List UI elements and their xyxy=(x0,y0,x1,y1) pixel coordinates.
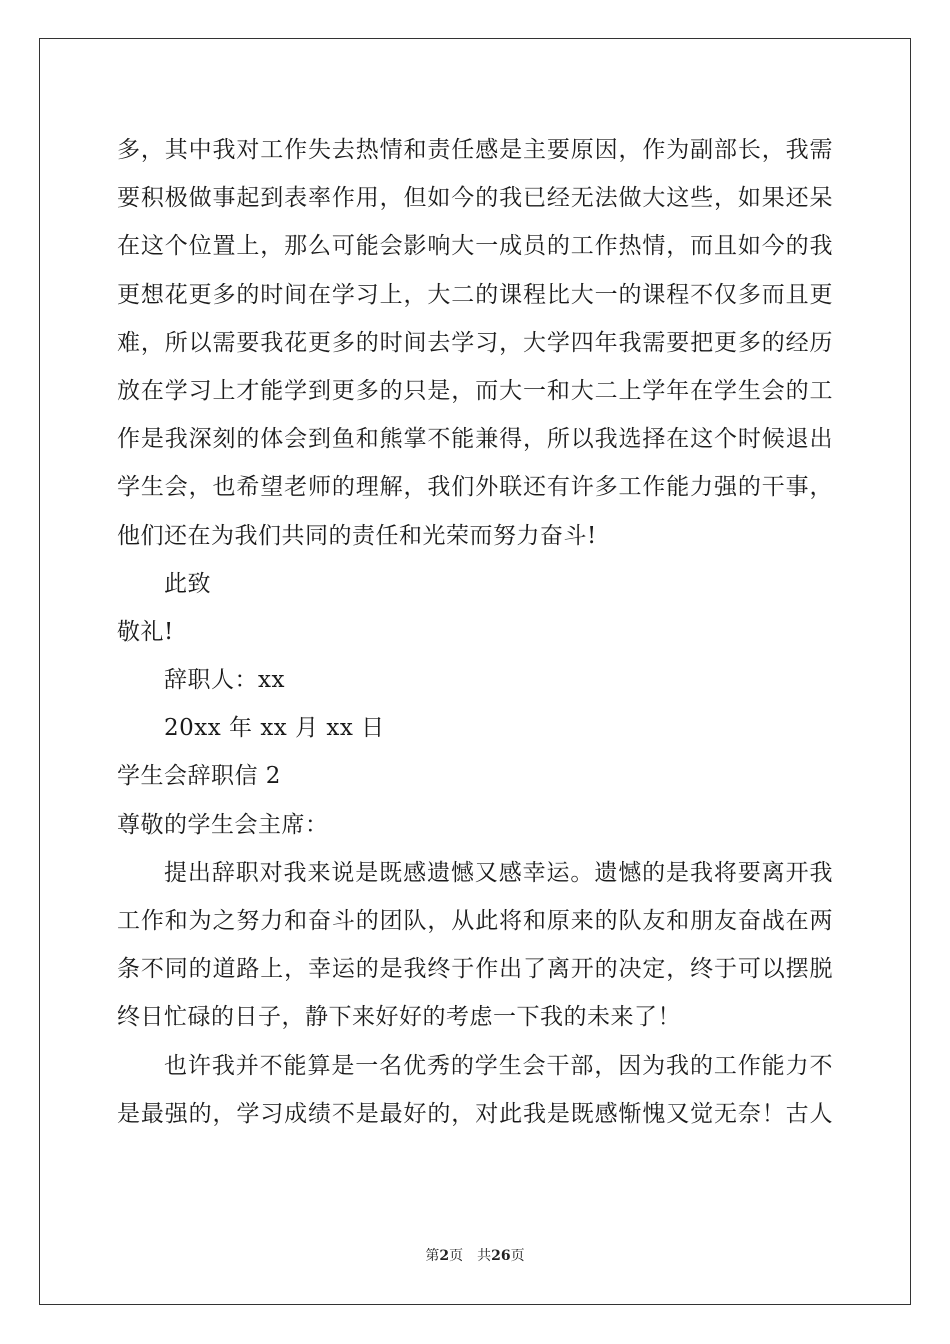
page-footer xyxy=(0,1245,950,1265)
text-line: 放在学习上才能学到更多的只是，而大一和大二上学年在学生会的工 xyxy=(117,377,833,404)
text-line: 是最强的，学习成绩不是最好的，对此我是既感惭愧又觉无奈！古人 xyxy=(117,1100,833,1127)
text-line: 作是我深刻的体会到鱼和熊掌不能兼得，所以我选择在这个时候退出 xyxy=(117,426,833,453)
text-line: 20xx 年 xx 月 xx 日 xyxy=(164,715,385,742)
footer-page-number: 2 xyxy=(439,1248,450,1264)
text-line: 学生会，也希望老师的理解，我们外联还有许多工作能力强的干事， xyxy=(117,474,833,501)
footer-suffix: 页 xyxy=(510,1248,525,1264)
footer-prefix: 第 xyxy=(425,1248,440,1264)
text-line: 要积极做事起到表率作用，但如今的我已经无法做大这些，如果还呆 xyxy=(117,185,833,212)
text-line: 在这个位置上，那么可能会影响大一成员的工作热情，而且如今的我 xyxy=(117,233,833,260)
text-line: 工作和为之努力和奋斗的团队，从此将和原来的队友和朋友奋战在两 xyxy=(117,908,833,934)
text-line: 此致 xyxy=(164,570,211,597)
text-line: 也许我并不能算是一名优秀的学生会干部，因为我的工作能力不 xyxy=(164,1052,833,1079)
text-line: 条不同的道路上，幸运的是我终于作出了离开的决定，终于可以摆脱 xyxy=(117,956,833,983)
text-line: 敬礼! xyxy=(117,618,174,645)
text-line: 更想花更多的时间在学习上，大二的课程比大一的课程不仅多而且更 xyxy=(117,281,833,308)
text-line: 难，所以需要我花更多的时间去学习，大学四年我需要把更多的经历 xyxy=(117,329,833,356)
text-line: 提出辞职对我来说是既感遗憾又感幸运。遗憾的是我将要离开我 xyxy=(164,859,833,886)
document-body xyxy=(117,126,833,1138)
text-line: 他们还在为我们共同的责任和光荣而努力奋斗! xyxy=(117,522,597,549)
text-line: 多，其中我对工作失去热情和责任感是主要原因，作为副部长，我需 xyxy=(117,137,833,163)
text-line: 辞职人：xx xyxy=(164,667,285,694)
footer-mid: 页 共 xyxy=(449,1248,492,1264)
footer-total-pages: 26 xyxy=(491,1248,511,1264)
text-line: 终日忙碌的日子，静下来好好的考虑一下我的未来了！ xyxy=(117,1004,681,1031)
text-line: 尊敬的学生会主席： xyxy=(117,811,329,838)
text-line: 学生会辞职信 2 xyxy=(117,763,281,790)
